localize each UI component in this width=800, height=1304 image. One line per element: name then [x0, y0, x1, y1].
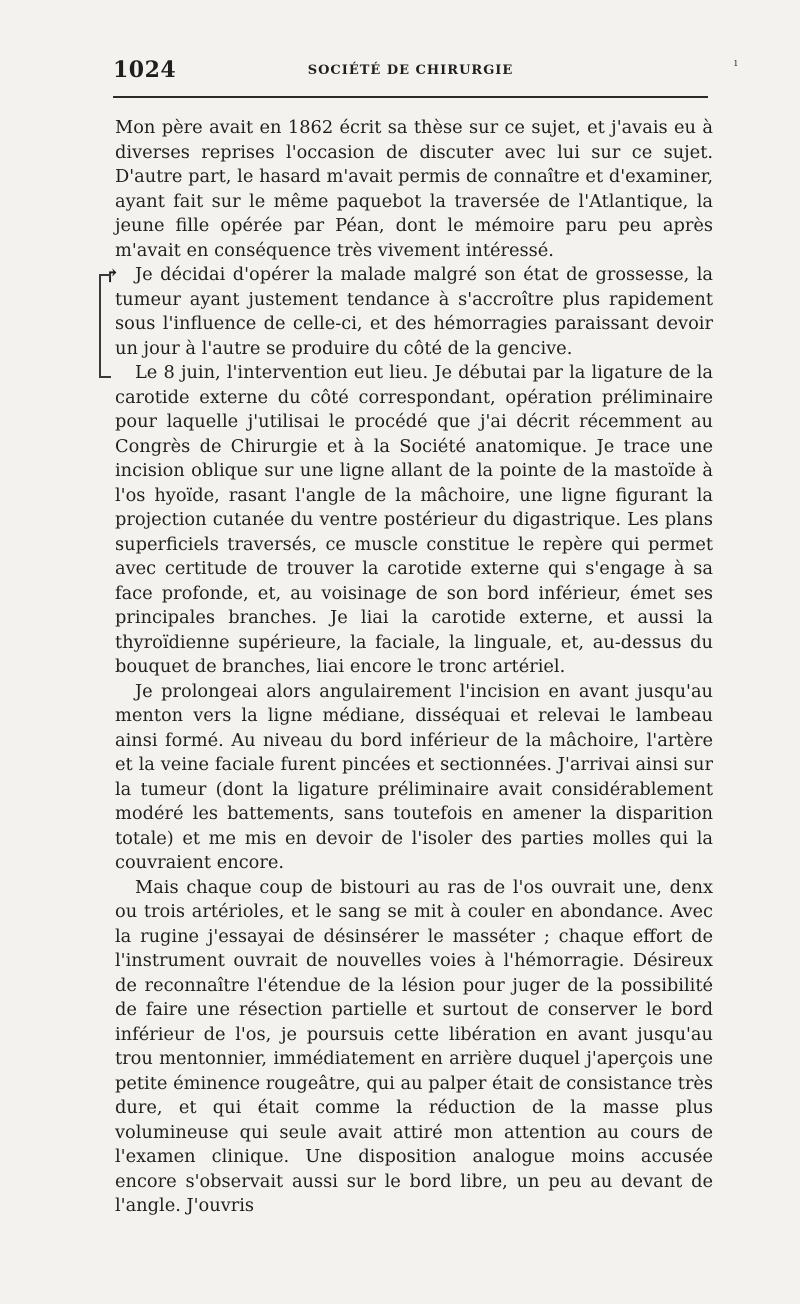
page-number: 1024: [113, 57, 177, 83]
margin-annotation-sign: ↱: [105, 266, 121, 287]
paragraph-4: Je prolongeai alors angulairement l'incision en avant jusqu'au menton vers la ligne médiane, disséquai et relevai le lambeau ainsi formé. Au niveau du bord inférieur de la mâchoire, l'artère et la veine faciale furent pincées et sectionnées. J'arrivai ainsi sur la tumeur (dont la ligature préliminaire avait considérablement modéré les battements, sans toutefois en amener la disparition totale) et me mis en devoir de l'isoler des parties molles qui la couvraient encore.: [115, 680, 713, 873]
corner-mark: ı: [734, 56, 738, 69]
paragraph-5: Mais chaque coup de bistouri au ras de l'os ouvrait une, denx ou trois artérioles, et le sang se mit à couler en abondance. Avec la rugine j'essayai de désinsérer le masséter ; chaque effort de l'instrument ouvrait de nouvelles voies à l'hémorragie. Désireux de reconnaître l'étendue de la lésion pour juger de la possibilité de faire une résection partielle et surtout de conserver le bord inférieur de l'os, je poursuis cette libération en avant jusqu'au trou mentonnier, immédiatement en arrière duquel j'aperçois une petite éminence rougeâtre, qui au palper était de consistance très dure, et qui était comme la réduction de la masse plus volumineuse qui seule avait attiré mon attention au cours de l'examen clinique. Une disposition analogue moins accusée encore s'observait aussi sur le bord libre, un peu au devant de l'angle. J'ouvris: [115, 876, 713, 1216]
header-rule: [113, 96, 708, 98]
margin-bracket-line: [99, 274, 111, 378]
body-text: [115, 116, 713, 1219]
margin-annotation-bracket: [91, 266, 121, 386]
running-head: SOCIÉTÉ DE CHIRURGIE: [307, 63, 514, 78]
page-header: [113, 57, 708, 87]
paragraph-1: Mon père avait en 1862 écrit sa thèse sur ce sujet, et j'avais eu à diverses reprises l'occasion de discuter avec lui sur ce sujet. D'autre part, le hasard m'avait permis de connaître et d'examiner, ayant fait sur le même paquebot la traversée de l'Atlantique, la jeune fille opérée par Péan, dont le mémoire paru peu après m'avait en conséquence très vivement intéressé.: [115, 117, 713, 261]
paragraph-3: Le 8 juin, l'intervention eut lieu. Je débutai par la ligature de la carotide externe du côté correspondant, opération préliminaire pour laquelle j'utilisai le procédé que j'ai décrit récemment au Congrès de Chirurgie et à la Société anatomique. Je trace une incision oblique sur une ligne allant de la pointe de la mastoïde à l'os hyoïde, rasant l'angle de la mâchoire, une ligne figurant la projection cutanée du ventre postérieur du digastrique. Les plans superficiels traversés, ce muscle constitue le repère qui permet avec certitude de trouver la carotide externe qui s'engage à sa face profonde, et, au voisinage de son bord inférieur, émet ses principales branches. Je liai la carotide externe, et aussi la thyroïdienne supérieure, la faciale, la linguale, et, au-dessus du bouquet de branches, liai encore le tronc artériel.: [115, 362, 713, 677]
paragraph-2: Je décidai d'opérer la malade malgré son état de grossesse, la tumeur ayant justement tendance à s'accroître plus rapidement sous l'influence de celle-ci, et des hémorragies paraissant devoir un jour à l'autre se produire du côté de la gencive.: [115, 264, 713, 359]
